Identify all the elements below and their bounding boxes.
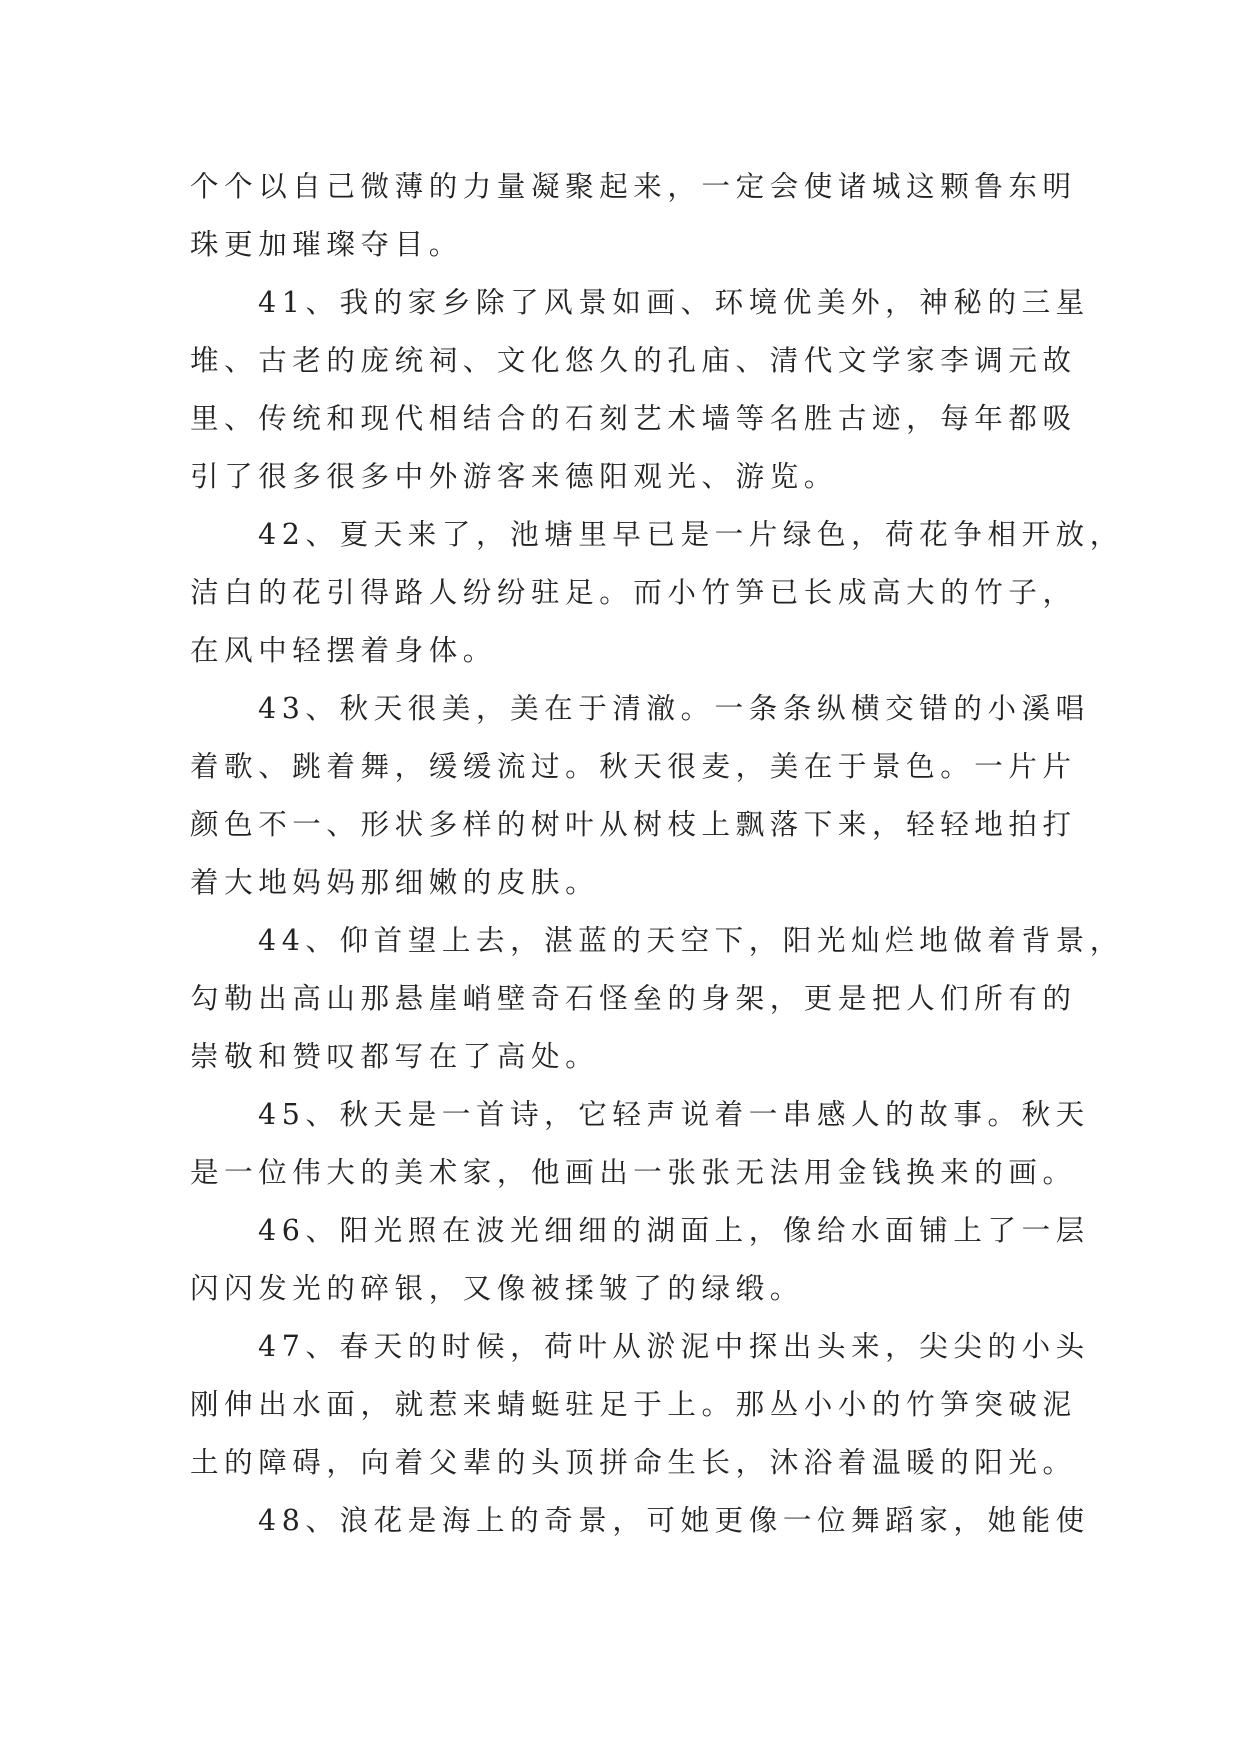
text-line: 着歌、跳着舞，缓缓流过。秋天很麦，美在于景色。一片片 [190,750,1077,783]
text-line: 个个以自己微薄的力量凝聚起来，一定会使诸城这颗鲁东明 [190,170,1077,203]
text-line: 勾勒出高山那悬崖峭壁奇石怪垒的身架，更是把人们所有的 [190,982,1077,1015]
text-line: 是一位伟大的美术家，他画出一张张无法用金钱换来的画。 [190,1156,1077,1189]
paragraph-42-start: 42、夏天来了，池塘里早已是一片绿色，荷花争相开放， [258,518,1124,551]
text-line: 颜色不一、形状多样的树叶从树枝上飘落下来，轻轻地拍打 [190,808,1077,841]
text-line: 堆、古老的庞统祠、文化悠久的孔庙、清代文学家李调元故 [190,344,1077,377]
text-line: 引了很多很多中外游客来德阳观光、游览。 [190,460,838,493]
text-line: 土的障碍，向着父辈的头顶拼命生长，沐浴着温暖的阳光。 [190,1446,1077,1479]
text-line: 在风中轻摆着身体。 [190,634,497,667]
text-line: 洁白的花引得路人纷纷驻足。而小竹笋已长成高大的竹子， [190,576,1077,609]
paragraph-43-start: 43、秋天很美，美在于清澈。一条条纵横交错的小溪唱 [258,692,1090,725]
paragraph-45-start: 45、秋天是一首诗，它轻声说着一串感人的故事。秋天 [258,1098,1090,1131]
paragraph-47-start: 47、春天的时候，荷叶从淤泥中探出头来，尖尖的小头 [258,1330,1090,1363]
text-line: 里、传统和现代相结合的石刻艺术墙等名胜古迹，每年都吸 [190,402,1077,435]
paragraph-48-start: 48、浪花是海上的奇景，可她更像一位舞蹈家，她能使 [258,1504,1090,1537]
text-line: 着大地妈妈那细嫩的皮肤。 [190,866,600,899]
paragraph-44-start: 44、仰首望上去，湛蓝的天空下，阳光灿烂地做着背景， [258,924,1124,957]
paragraph-41-start: 41、我的家乡除了风景如画、环境优美外，神秘的三星 [258,286,1090,319]
text-line: 崇敬和赞叹都写在了高处。 [190,1040,600,1073]
document-body [190,158,1124,1550]
text-line: 闪闪发光的碎银，又像被揉皱了的绿缎。 [190,1272,804,1305]
text-line: 刚伸出水面，就惹来蜻蜓驻足于上。那丛小小的竹笋突破泥 [190,1388,1077,1421]
text-line: 珠更加璀璨夺目。 [190,228,463,261]
paragraph-46-start: 46、阳光照在波光细细的湖面上，像给水面铺上了一层 [258,1214,1090,1247]
